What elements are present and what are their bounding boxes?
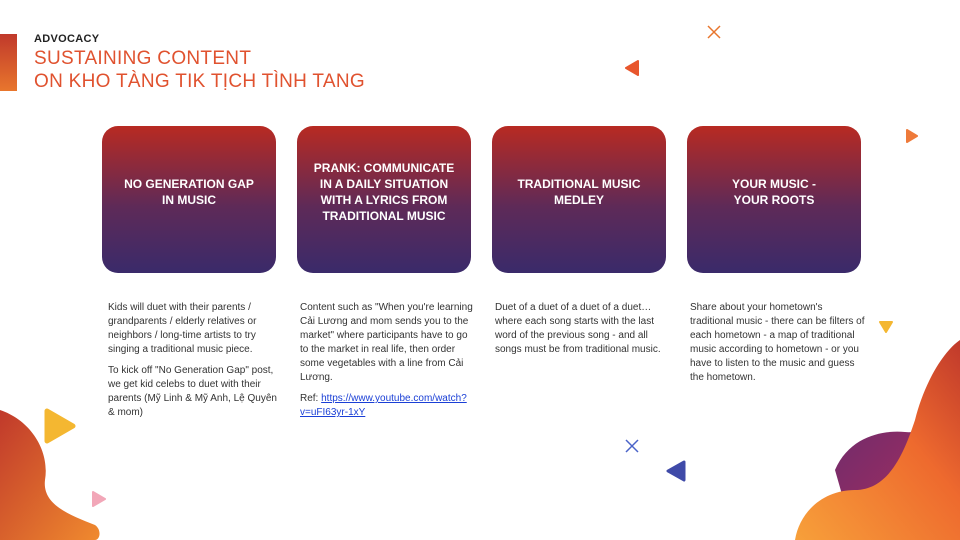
section-label: ADVOCACY [34, 33, 100, 45]
page-title-line-1: SUSTAINING CONTENT [34, 48, 252, 69]
card-no-generation-gap [102, 126, 276, 273]
triangle-down-icon [879, 321, 893, 333]
description-paragraph: Share about your hometown's traditional music - there can be filters of each hometown - a map of traditional music according to hometown - or you have to listen to the music and guess the hometown. [690, 302, 865, 383]
play-triangle-icon [44, 408, 76, 444]
triangle-left-icon [666, 460, 686, 482]
reference [300, 392, 476, 420]
card-title: NO GENERATION GAP IN MUSIC [124, 176, 254, 207]
description-traditional-music-medley [495, 301, 671, 364]
close-icon [625, 439, 639, 453]
page-title [34, 47, 365, 93]
description-paragraph: Content such as "When you're learning Cải Lương and mom sends you to the market" where participants have to go to the market in real life, then order some vegetables with a line from Cải Lương. [300, 302, 473, 383]
description-paragraph: To kick off "No Generation Gap" post, we get kid celebs to duet with their parents (Mỹ Linh & Mỹ Anh, Lệ Quyên & mom) [108, 365, 277, 418]
page-title-line-2: ON KHO TÀNG TIK TỊCH TÌNH TANG [34, 71, 365, 92]
youtube-reference-link[interactable]: https://www.youtube.com/watch?v=uFI63yr-1xY [300, 393, 467, 418]
reference-label: Ref: [300, 393, 322, 404]
close-icon [707, 25, 721, 39]
description-no-generation-gap [108, 301, 284, 427]
description-paragraph: Duet of a duet of a duet of a duet… where each song starts with the last word of the previous song - and all songs must be from traditional music. [495, 302, 661, 355]
triangle-right-icon [92, 491, 106, 507]
card-title: YOUR MUSIC - YOUR ROOTS [732, 176, 816, 207]
description-prank [300, 301, 476, 427]
accent-bar [0, 34, 17, 91]
bottom-right-blob [795, 340, 960, 540]
triangle-right-icon [906, 129, 918, 143]
card-your-music-your-roots [687, 126, 861, 273]
card-prank [297, 126, 471, 273]
card-title: TRADITIONAL MUSIC MEDLEY [517, 176, 641, 207]
card-title: PRANK: COMMUNICATE IN A DAILY SITUATION WITH A LYRICS FROM TRADITIONAL MUSIC [313, 160, 455, 223]
card-traditional-music-medley [492, 126, 666, 273]
triangle-left-icon [625, 60, 639, 76]
description-paragraph: Kids will duet with their parents / grandparents / elderly relatives or neighbors / long-time artists to try singing a traditional music piece. [108, 302, 257, 355]
